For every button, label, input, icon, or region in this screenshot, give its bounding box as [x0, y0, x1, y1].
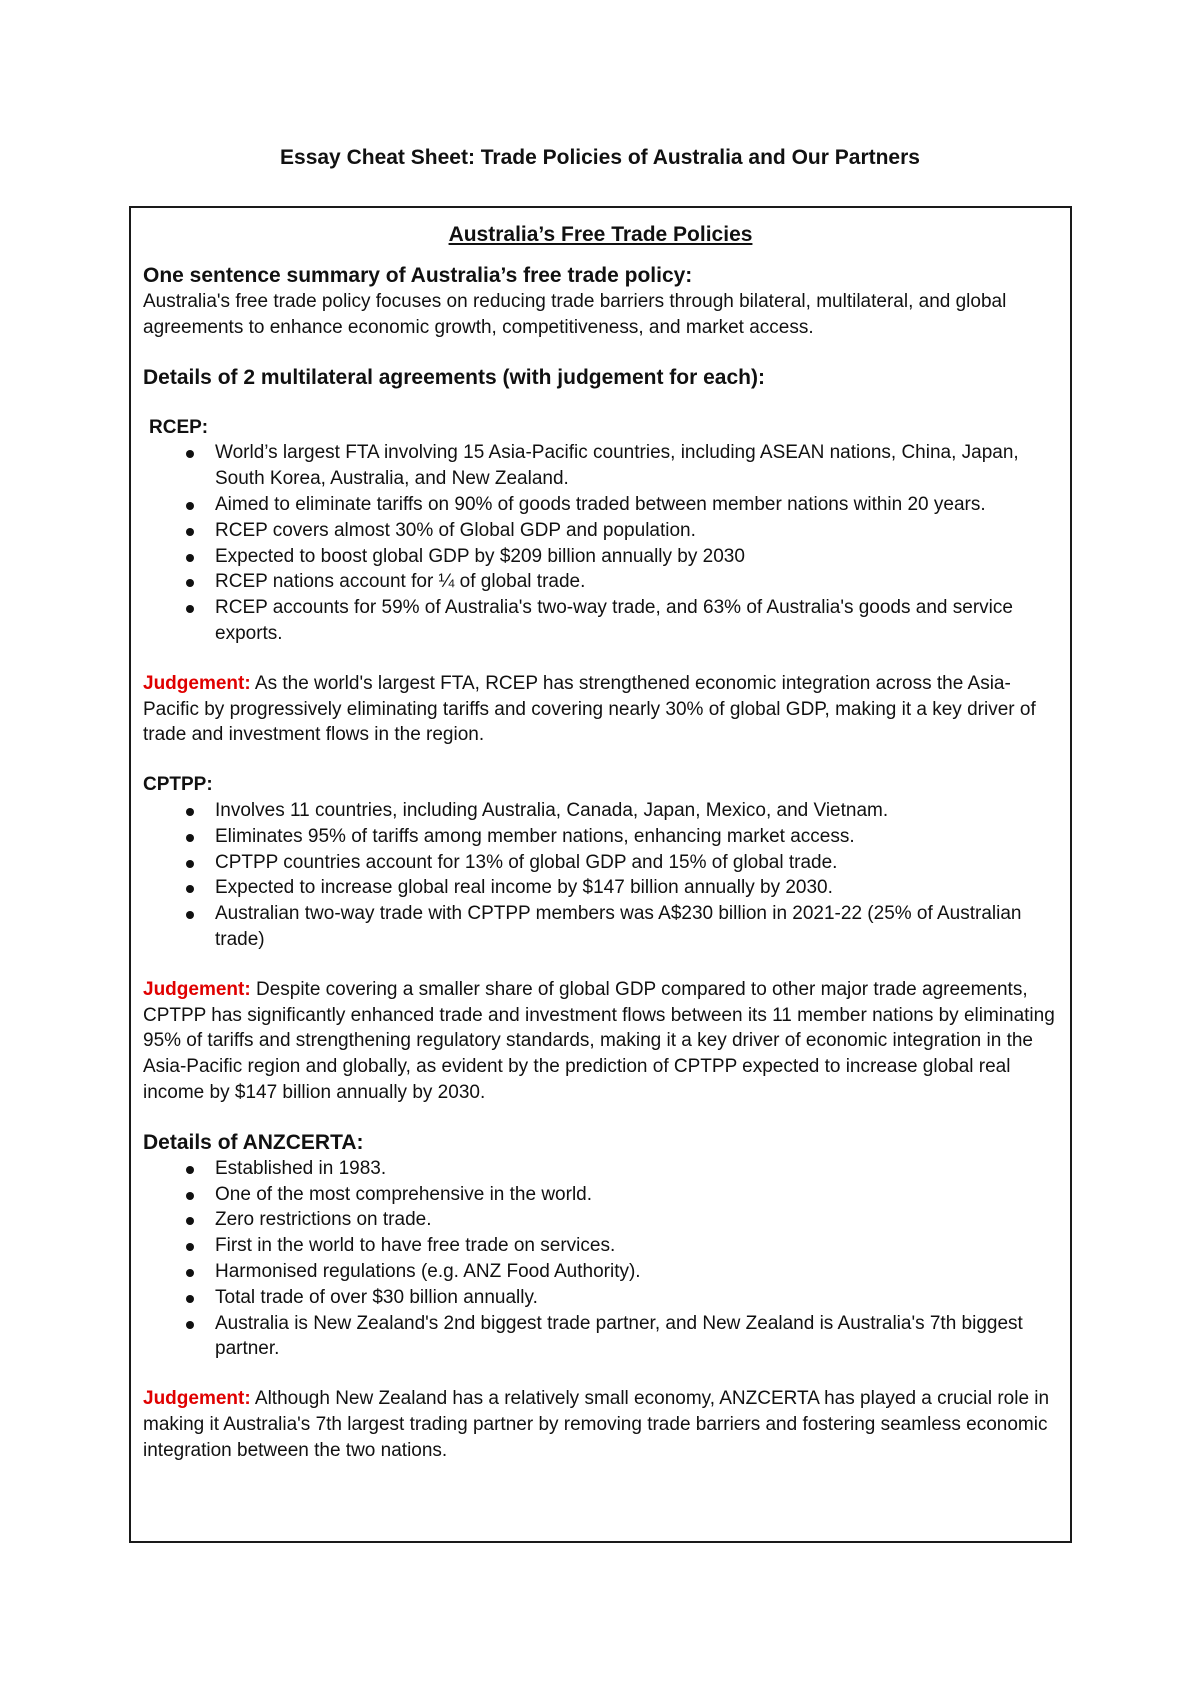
list-item: One of the most comprehensive in the world.	[143, 1182, 1058, 1208]
anzcerta-list	[143, 1156, 1058, 1362]
bullet-icon	[186, 554, 194, 562]
cptpp-judgement: Judgement: Despite covering a smaller share of global GDP compared to other major trade agreements, CPTPP has significantly enhanced trade and investment flows between its 11 member nations by eliminating 95% of tariffs and strengthening regulatory standards, making it a key driver of economic integration in the Asia-Pacific region and globally, as evident by the prediction of CPTPP expected to increase global real income by $147 billion annually by 2030.	[143, 978, 1055, 1103]
bullet-icon	[186, 808, 194, 816]
bullet-icon	[186, 911, 194, 919]
bullet-icon	[186, 528, 194, 536]
cptpp-label: CPTPP:	[143, 774, 213, 796]
list-item: Eliminates 95% of tariffs among member nations, enhancing market access.	[143, 824, 1058, 850]
list-item: Australian two-way trade with CPTPP members was A$230 billion in 2021-22 (25% of Australian trade)	[143, 901, 1058, 953]
section-heading: Australia’s Free Trade Policies	[448, 223, 753, 246]
anzcerta-label: Details of ANZCERTA:	[143, 1130, 364, 1154]
multilateral-question: Details of 2 multilateral agreements (with judgement for each):	[143, 365, 765, 389]
rcep-list	[143, 440, 1058, 646]
content-box	[129, 206, 1072, 1543]
bullet-icon	[186, 450, 194, 458]
bullet-icon	[186, 885, 194, 893]
bullet-icon	[186, 605, 194, 613]
anzcerta-judgement: Judgement: Although New Zealand has a relatively small economy, ANZCERTA has played a crucial role in making it Australia's 7th largest trading partner by removing trade barriers and fostering seamless economic integration between the two nations.	[143, 1388, 1050, 1461]
rcep-label: RCEP:	[149, 416, 209, 438]
list-item: Australia is New Zealand's 2nd biggest trade partner, and New Zealand is Australia's 7th biggest partner.	[143, 1311, 1058, 1363]
list-item: Expected to increase global real income by $147 billion annually by 2030.	[143, 875, 1058, 901]
list-item: Involves 11 countries, including Australia, Canada, Japan, Mexico, and Vietnam.	[143, 798, 1058, 824]
judgement-label: Judgement:	[143, 1388, 251, 1410]
list-item: RCEP nations account for ¼ of global trade.	[143, 569, 1058, 595]
list-item: Zero restrictions on trade.	[143, 1207, 1058, 1233]
bullet-icon	[186, 860, 194, 868]
bullet-icon	[186, 1192, 194, 1200]
list-item: Expected to boost global GDP by $209 billion annually by 2030	[143, 544, 1058, 570]
list-item: CPTPP countries account for 13% of global GDP and 15% of global trade.	[143, 850, 1058, 876]
list-item: Aimed to eliminate tariffs on 90% of goods traded between member nations within 20 years.	[143, 492, 1058, 518]
rcep-judgement: Judgement: As the world's largest FTA, RCEP has strengthened economic integration across the Asia-Pacific by progressively eliminating tariffs and covering nearly 30% of global GDP, making it a key driver of trade and investment flows in the region.	[143, 672, 1036, 746]
list-item: RCEP covers almost 30% of Global GDP and population.	[143, 518, 1058, 544]
bullet-icon	[186, 1166, 194, 1174]
list-item: Total trade of over $30 billion annually.	[143, 1285, 1058, 1311]
list-item: First in the world to have free trade on services.	[143, 1233, 1058, 1259]
list-item: World’s largest FTA involving 15 Asia-Pacific countries, including ASEAN nations, China, Japan, South Korea, Australia, and New Zealand.	[143, 440, 1058, 492]
list-item: Harmonised regulations (e.g. ANZ Food Authority).	[143, 1259, 1058, 1285]
bullet-icon	[186, 1243, 194, 1251]
bullet-icon	[186, 1269, 194, 1277]
bullet-icon	[186, 1321, 194, 1329]
summary-question: One sentence summary of Australia’s free trade policy:	[143, 264, 693, 287]
judgement-label: Judgement:	[143, 978, 251, 1000]
summary-answer: Australia's free trade policy focuses on reducing trade barriers through bilateral, multilateral, and global agreements to enhance economic growth, competitiveness, and market access.	[143, 291, 1007, 338]
cptpp-list	[143, 798, 1058, 953]
bullet-icon	[186, 1295, 194, 1303]
bullet-icon	[186, 579, 194, 587]
bullet-icon	[186, 502, 194, 510]
bullet-icon	[186, 834, 194, 842]
list-item: Established in 1983.	[143, 1156, 1058, 1182]
bullet-icon	[186, 1217, 194, 1225]
page-title: Essay Cheat Sheet: Trade Policies of Australia and Our Partners	[280, 146, 920, 169]
judgement-label: Judgement:	[143, 672, 251, 694]
list-item: RCEP accounts for 59% of Australia's two-way trade, and 63% of Australia's goods and service exports.	[143, 595, 1058, 647]
